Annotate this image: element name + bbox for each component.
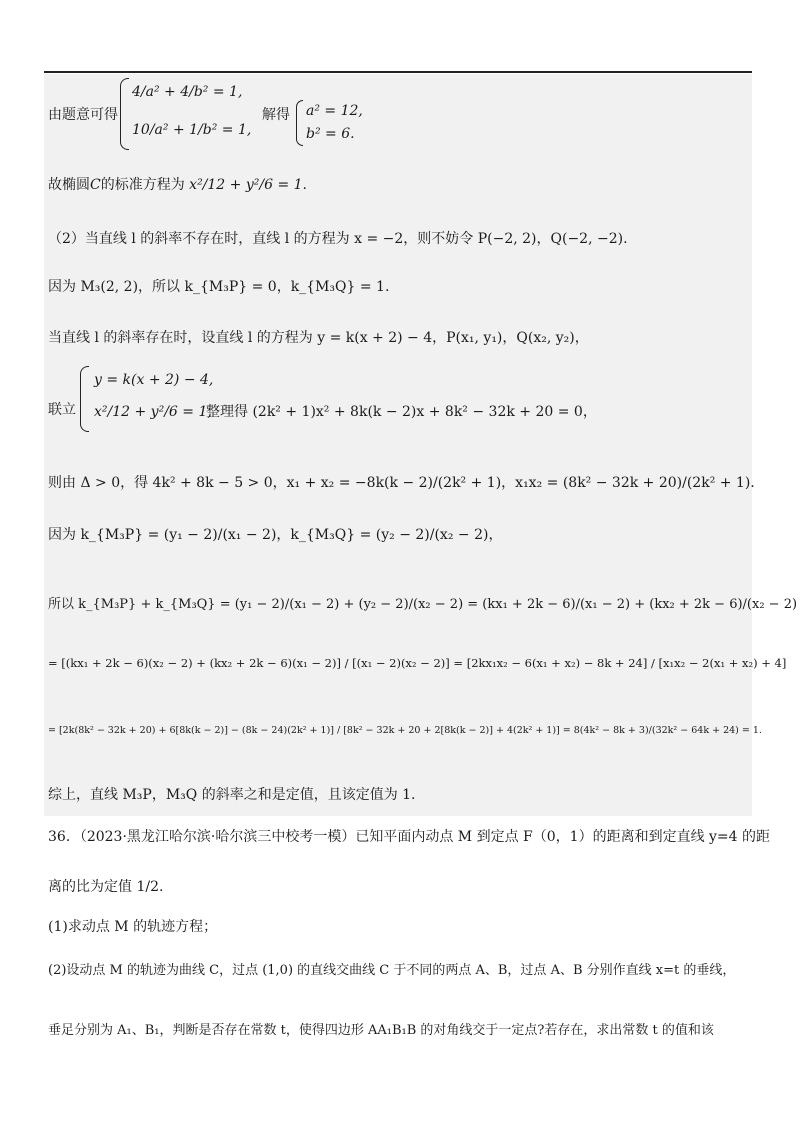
ellipse-conclusion (48, 176, 307, 194)
joint-eq2: x²/12 + y²/6 = 1, (94, 404, 212, 420)
slopes-line: 因为 k_{M₃P} = (y₁ − 2)/(x₁ − 2)，k_{M₃Q} = (y₂ − 2)/(x₂ − 2)， (48, 527, 503, 543)
problem-part-2b: 垂足分别为 A₁、B₁，判断是否存在常数 t，使得四边形 AA₁B₁B 的对角线交于一定点?若存在，求出常数 t 的值和该 (48, 1023, 714, 1038)
result-a: a² = 12, (306, 103, 363, 119)
equation-line-3: = [2k(8k² − 32k + 20) + 6[8k(k − 2)] − (8k − 24)(2k² + 1)] / [8k² − 32k + 20 + 2[8k(k − 2)] + 4(2k² + 1)] = 8(4k² − 8k + 3)/(32k² − 64k + 24) = 1. (48, 725, 762, 736)
problem-part-1: (1)求动点 M 的轨迹方程； (48, 919, 218, 935)
result-brace (296, 100, 303, 146)
problem-36-header (48, 828, 770, 846)
ellipse-var: C (90, 177, 101, 193)
ellipse-mid: 的标准方程为 (100, 177, 185, 193)
ellipse-end: . (302, 177, 307, 193)
problem-stem-2: 离的比为定值 1/2. (48, 879, 164, 895)
joint-brace (80, 366, 89, 432)
joint-label: 联立 (48, 402, 76, 418)
problem-stem-1: 已知平面内动点 M 到定点 F（0，1）的距离和到定直线 y=4 的距 (355, 829, 771, 845)
problem-number: 36． (48, 829, 80, 845)
system1-eq2: 10/a² + 1/b² = 1, (132, 122, 252, 138)
system1-label: 由题意可得 (48, 107, 118, 123)
part2-line3: 当直线 l 的斜率存在时，设直线 l 的方程为 y = k(x + 2) − 4，P(x₁, y₁)，Q(x₂, y₂)， (48, 330, 589, 346)
problem-source: （2023·黑龙江哈尔滨·哈尔滨三中校考一模） (79, 829, 356, 845)
part2-line2: 因为 M₃(2, 2)，所以 k_{M₃P} = 0，k_{M₃Q} = 1. (48, 279, 390, 295)
sum-line: 所以 k_{M₃P} + k_{M₃Q} = (y₁ − 2)/(x₁ − 2) + (y₂ − 2)/(x₂ − 2) = (kx₁ + 2k − 6)/(x₁ − 2) + (kx₂ + 2k − 6)/(x₂ − 2) (48, 597, 798, 612)
part2-line1: （2）当直线 l 的斜率不存在时，直线 l 的方程为 x = −2，则不妨令 P(−2, 2)，Q(−2, −2). (48, 231, 628, 247)
joint-eq1: y = k(x + 2) − 4, (94, 372, 214, 388)
ellipse-prefix: 故椭圆 (48, 177, 90, 193)
discriminant-line: 则由 Δ > 0，得 4k² + 8k − 5 > 0，x₁ + x₂ = −8k(k − 2)/(2k² + 1)，x₁x₂ = (8k² − 32k + 20)/(2k² + 1). (48, 475, 755, 491)
top-rule (44, 71, 752, 73)
problem-part-2a: (2)设动点 M 的轨迹为曲线 C，过点 (1,0) 的直线交曲线 C 于不同的两点 A、B，过点 A、B 分别作直线 x=t 的垂线， (48, 963, 736, 978)
system1-brace (120, 78, 129, 150)
joint-result: 整理得 (2k² + 1)x² + 8k(k − 2)x + 8k² − 32k + 20 = 0， (206, 404, 597, 420)
equation-line-2: = [(kx₁ + 2k − 6)(x₂ − 2) + (kx₂ + 2k − 6)(x₁ − 2)] / [(x₁ − 2)(x₂ − 2)] = [2kx₁x₂ − 6(x₁ + x₂) − 8k + 24] / [x₁x₂ − 2(x₁ + x₂) + 4] (48, 656, 787, 670)
solve-label: 解得 (262, 107, 290, 123)
result-b: b² = 6. (306, 126, 355, 142)
system1-eq1: 4/a² + 4/b² = 1, (132, 84, 243, 100)
solution-conclusion: 综上，直线 M₃P，M₃Q 的斜率之和是定值，且该定值为 1. (48, 787, 416, 803)
ellipse-equation: x²/12 + y²/6 = 1 (189, 177, 303, 193)
